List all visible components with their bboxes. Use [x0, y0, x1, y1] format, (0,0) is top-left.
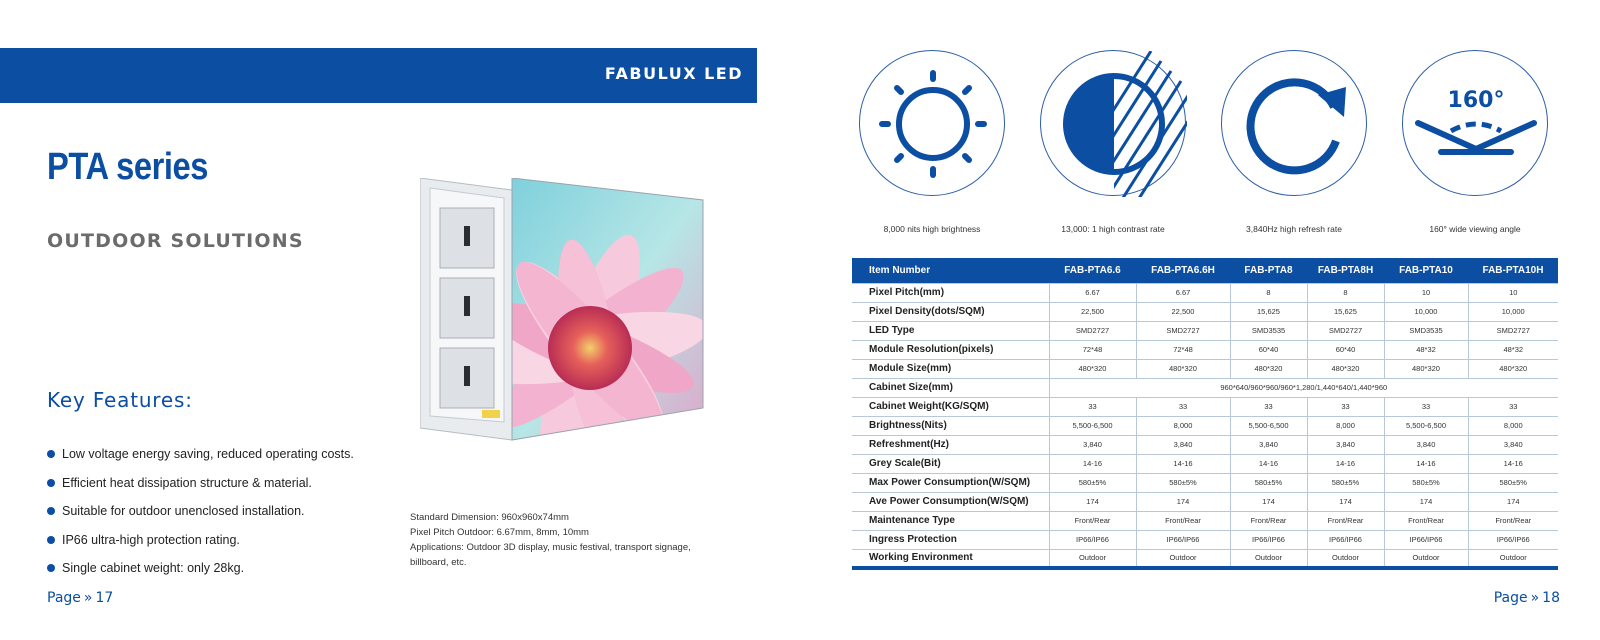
table-cell: 3,840	[1307, 435, 1384, 454]
caption-line: billboard, etc.	[410, 557, 467, 568]
table-cell: SMD2727	[1049, 321, 1136, 340]
table-cell: 174	[1468, 492, 1558, 511]
product-captions	[410, 510, 710, 570]
table-cell: 580±5%	[1384, 473, 1468, 492]
row-label: Brightness(Nits)	[852, 416, 1049, 435]
row-label: LED Type	[852, 321, 1049, 340]
table-cell: 48*32	[1384, 340, 1468, 359]
key-features-heading: Key Features:	[47, 388, 193, 412]
table-cell: 480*320	[1230, 359, 1307, 378]
feature-text: Suitable for outdoor unenclosed installation.	[62, 504, 305, 519]
feature-text: Single cabinet weight: only 28kg.	[62, 561, 245, 576]
page-number: 18	[1542, 590, 1560, 606]
table-cell: IP66/IP66	[1136, 530, 1230, 549]
table-cell: 14-16	[1468, 454, 1558, 473]
table-cell: 22,500	[1136, 302, 1230, 321]
caption-line: Pixel Pitch Outdoor: 6.67mm, 8mm, 10mm	[410, 527, 589, 538]
spec-table-body	[852, 283, 1558, 568]
table-cell: 3,840	[1384, 435, 1468, 454]
table-cell: Outdoor	[1230, 549, 1307, 568]
brand-logo: FABULUX LED	[604, 64, 743, 83]
table-row	[852, 378, 1558, 397]
table-cell: 33	[1230, 397, 1307, 416]
table-row	[852, 321, 1558, 340]
row-label: Ave Power Consumption(W/SQM)	[852, 492, 1049, 511]
table-row	[852, 549, 1558, 568]
table-cell: 15,625	[1230, 302, 1307, 321]
table-cell: 480*320	[1384, 359, 1468, 378]
refresh-caption: 3,840Hz high refresh rate	[1246, 224, 1342, 234]
table-cell: 14-16	[1230, 454, 1307, 473]
table-row	[852, 454, 1558, 473]
double-chevron-right-icon: »	[1530, 590, 1540, 606]
table-cell: 5,500-6,500	[1230, 416, 1307, 435]
table-cell: 33	[1136, 397, 1230, 416]
feature-item	[47, 497, 354, 526]
page-label: Page	[47, 590, 81, 606]
table-row	[852, 283, 1558, 302]
table-cell: 48*32	[1468, 340, 1558, 359]
brand-header-bar	[0, 48, 757, 103]
table-cell: 480*320	[1468, 359, 1558, 378]
table-cell: 3,840	[1136, 435, 1230, 454]
table-cell: 3,840	[1230, 435, 1307, 454]
table-cell: IP66/IP66	[1307, 530, 1384, 549]
bullet-icon	[47, 450, 55, 458]
feature-item	[47, 526, 354, 555]
table-cell: 8	[1307, 283, 1384, 302]
table-cell: 580±5%	[1307, 473, 1384, 492]
table-cell: 33	[1468, 397, 1558, 416]
refresh-icon	[1221, 50, 1367, 196]
table-cell: 10,000	[1384, 302, 1468, 321]
table-cell: Front/Rear	[1468, 511, 1558, 530]
table-cell: 174	[1230, 492, 1307, 511]
row-label: Module Resolution(pixels)	[852, 340, 1049, 359]
table-cell: 8	[1230, 283, 1307, 302]
table-row	[852, 340, 1558, 359]
table-cell: 14-16	[1307, 454, 1384, 473]
table-header-row	[852, 258, 1558, 283]
table-cell: IP66/IP66	[1230, 530, 1307, 549]
table-cell: Front/Rear	[1307, 511, 1384, 530]
table-cell: 5,500-6,500	[1384, 416, 1468, 435]
table-cell: 174	[1136, 492, 1230, 511]
solutions-subtitle: OUTDOOR SOLUTIONS	[47, 230, 304, 252]
bullet-icon	[47, 536, 55, 544]
row-label: Working Environment	[852, 549, 1049, 568]
key-features-list	[47, 440, 354, 583]
table-cell: 580±5%	[1049, 473, 1136, 492]
table-cell: 174	[1384, 492, 1468, 511]
table-cell: 580±5%	[1136, 473, 1230, 492]
table-cell: 6.67	[1049, 283, 1136, 302]
viewing-angle-icon	[1402, 50, 1548, 196]
table-cell: 33	[1384, 397, 1468, 416]
spec-table	[852, 258, 1558, 570]
column-header: FAB-PTA10	[1384, 258, 1468, 283]
table-cell: Outdoor	[1049, 549, 1136, 568]
column-header: FAB-PTA10H	[1468, 258, 1558, 283]
column-header: FAB-PTA8H	[1307, 258, 1384, 283]
table-cell-merged: 960*640/960*960/960*1,280/1,440*640/1,440*960	[1049, 378, 1558, 397]
table-cell: 3,840	[1049, 435, 1136, 454]
table-cell: 72*48	[1049, 340, 1136, 359]
bullet-icon	[47, 479, 55, 487]
table-cell: Front/Rear	[1049, 511, 1136, 530]
contrast-caption: 13,000: 1 high contrast rate	[1061, 224, 1165, 234]
table-cell: Front/Rear	[1136, 511, 1230, 530]
column-header: Item Number	[852, 258, 1049, 283]
table-cell: 10	[1468, 283, 1558, 302]
table-cell: 480*320	[1049, 359, 1136, 378]
table-cell: 14-16	[1384, 454, 1468, 473]
bullet-icon	[47, 564, 55, 572]
row-label: Grey Scale(Bit)	[852, 454, 1049, 473]
table-cell: SMD2727	[1136, 321, 1230, 340]
feature-item	[47, 469, 354, 498]
table-cell: 15,625	[1307, 302, 1384, 321]
row-label: Maintenance Type	[852, 511, 1049, 530]
feature-text: Low voltage energy saving, reduced operating costs.	[62, 447, 354, 462]
table-cell: Outdoor	[1384, 549, 1468, 568]
page-number-left	[47, 590, 113, 606]
caption-line: Standard Dimension: 960x960x74mm	[410, 512, 569, 523]
row-label: Cabinet Size(mm)	[852, 378, 1049, 397]
page-number-right	[1494, 590, 1560, 606]
table-cell: 60*40	[1307, 340, 1384, 359]
table-cell: SMD3535	[1384, 321, 1468, 340]
feature-text: IP66 ultra-high protection rating.	[62, 532, 240, 547]
row-label: Pixel Pitch(mm)	[852, 283, 1049, 302]
table-cell: 480*320	[1307, 359, 1384, 378]
column-header: FAB-PTA8	[1230, 258, 1307, 283]
double-chevron-right-icon: »	[83, 590, 93, 606]
row-label: Max Power Consumption(W/SQM)	[852, 473, 1049, 492]
sun-icon	[859, 50, 1005, 196]
table-cell: 60*40	[1230, 340, 1307, 359]
feature-text: Efficient heat dissipation structure & material.	[62, 475, 312, 490]
table-cell: 72*48	[1136, 340, 1230, 359]
table-cell: SMD2727	[1307, 321, 1384, 340]
table-row	[852, 302, 1558, 321]
table-row	[852, 511, 1558, 530]
table-cell: IP66/IP66	[1049, 530, 1136, 549]
row-label: Refreshment(Hz)	[852, 435, 1049, 454]
bullet-icon	[47, 507, 55, 515]
table-cell: 14-16	[1049, 454, 1136, 473]
table-cell: Outdoor	[1468, 549, 1558, 568]
row-label: Ingress Protection	[852, 530, 1049, 549]
table-cell: 33	[1307, 397, 1384, 416]
table-cell: 8,000	[1307, 416, 1384, 435]
row-label: Cabinet Weight(KG/SQM)	[852, 397, 1049, 416]
table-row	[852, 435, 1558, 454]
row-label: Module Size(mm)	[852, 359, 1049, 378]
led-cabinet-image	[420, 178, 710, 448]
table-row	[852, 416, 1558, 435]
table-cell: 10	[1384, 283, 1468, 302]
table-cell: 8,000	[1136, 416, 1230, 435]
viewing-angle-label: 160°	[1447, 88, 1505, 113]
viewing-angle-caption: 160° wide viewing angle	[1429, 224, 1521, 234]
table-cell: SMD2727	[1468, 321, 1558, 340]
page-label: Page	[1493, 590, 1528, 606]
table-cell: 174	[1307, 492, 1384, 511]
table-cell: 580±5%	[1468, 473, 1558, 492]
contrast-icon	[1040, 50, 1186, 196]
table-cell: IP66/IP66	[1468, 530, 1558, 549]
table-row	[852, 530, 1558, 549]
table-cell: 10,000	[1468, 302, 1558, 321]
table-cell: 480*320	[1136, 359, 1230, 378]
table-row	[852, 473, 1558, 492]
table-cell: 5,500-6,500	[1049, 416, 1136, 435]
feature-item	[47, 440, 354, 469]
column-header: FAB-PTA6.6H	[1136, 258, 1230, 283]
table-cell: IP66/IP66	[1384, 530, 1468, 549]
table-cell: Front/Rear	[1230, 511, 1307, 530]
table-cell: 580±5%	[1230, 473, 1307, 492]
table-cell: Front/Rear	[1384, 511, 1468, 530]
caption-line: Applications: Outdoor 3D display, music festival, transport signage,	[410, 542, 691, 553]
brightness-caption: 8,000 nits high brightness	[883, 224, 981, 234]
column-header: FAB-PTA6.6	[1049, 258, 1136, 283]
table-cell: SMD3535	[1230, 321, 1307, 340]
row-label: Pixel Density(dots/SQM)	[852, 302, 1049, 321]
table-cell: 6.67	[1136, 283, 1230, 302]
table-cell: Outdoor	[1136, 549, 1230, 568]
table-cell: 174	[1049, 492, 1136, 511]
feature-item	[47, 554, 354, 583]
table-row	[852, 492, 1558, 511]
table-cell: 8,000	[1468, 416, 1558, 435]
series-title: PTA series	[47, 146, 209, 188]
table-row	[852, 359, 1558, 378]
table-row	[852, 397, 1558, 416]
table-cell: 33	[1049, 397, 1136, 416]
table-cell: 3,840	[1468, 435, 1558, 454]
page-number: 17	[95, 590, 114, 606]
table-cell: Outdoor	[1307, 549, 1384, 568]
table-cell: 22,500	[1049, 302, 1136, 321]
table-cell: 14-16	[1136, 454, 1230, 473]
